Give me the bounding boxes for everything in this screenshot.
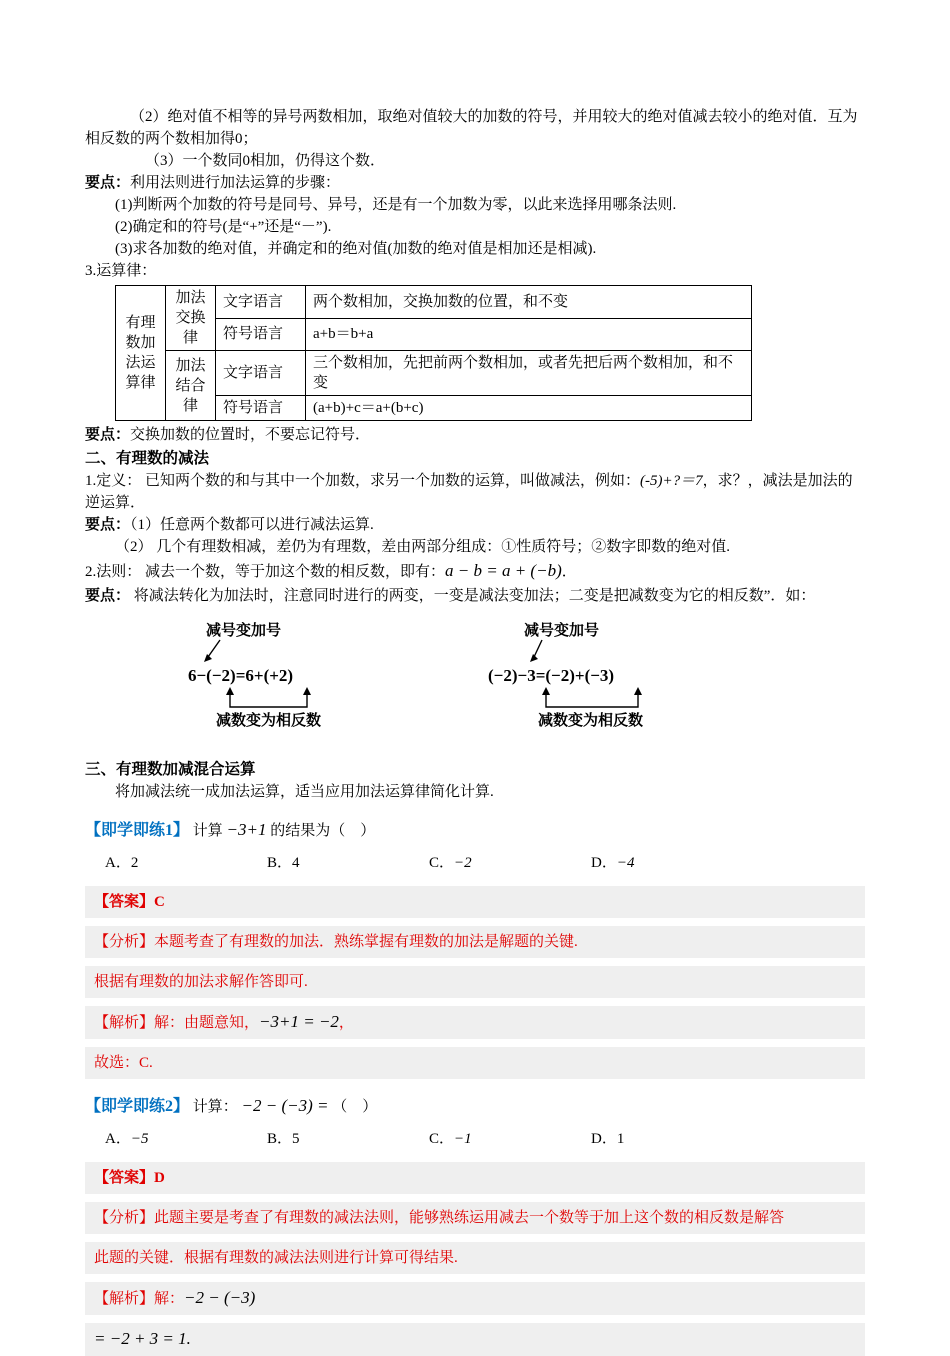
exercise-1-options [85,852,865,874]
keypoint-text: （1）任意两个数都可以进行减法运算. [130,517,374,533]
keypoint-subtraction-1 [85,514,865,536]
content-cell: a+b＝b+a [306,318,752,351]
step-1: (1)判断两个加数的符号是同号、异号，还是有一个加数为零，以此来选择用哪条法则. [115,197,677,213]
table-row [116,286,752,319]
option-label: D． [591,1131,617,1147]
option-d [591,1128,624,1150]
diagram-expression: 6−(−2)=6+(+2) [188,666,294,685]
option-label: A． [105,1131,131,1147]
rule-text: ． [561,564,577,580]
option-a [105,1128,267,1150]
answer-value: C [154,894,165,910]
solution-text: ， [338,1015,354,1031]
option-c [429,852,591,874]
exercise-1-tag: 【即学即练1】 [85,822,190,839]
exercise-1-question [85,819,865,842]
option-value: −2 [454,855,472,871]
option-label: C． [429,855,455,871]
exercise-1-solution-bar [85,1006,865,1039]
option-value: −1 [454,1131,472,1147]
keypoint-label: 要点： [85,588,131,604]
exercise-1-answer-bar [85,886,865,918]
subtraction-definition [85,470,865,514]
exercise-2-solution-line-2 [85,1323,865,1356]
lang-cell: 符号语言 [216,396,306,421]
laws-title: 3.运算律： [85,263,157,279]
question-text: （ ） [332,1099,378,1115]
content-cell: (a+b)+c＝a+(b+c) [306,396,752,421]
subtraction-diagram-1 [180,619,450,731]
option-value: 4 [292,855,300,871]
option-b [267,1128,429,1150]
subtraction-diagram-2 [480,619,810,731]
solution-text: 解： [154,1291,185,1307]
option-value: −5 [130,1131,149,1147]
option-c [429,1128,591,1150]
option-value: 2 [130,855,139,871]
table-row [116,351,752,396]
keypoint-label: 要点： [85,427,131,443]
section-2-heading: 二、有理数的减法 [85,450,210,467]
exercise-2-answer-bar [85,1162,865,1194]
law-associative-cell: 加法结合律 [166,351,216,421]
exercise-2-analysis-line-1 [85,1202,865,1234]
diagram-top-label: 减号变加号 [206,623,282,639]
diagram-bottom-label: 减数变为相反数 [538,713,644,729]
lang-cell: 符号语言 [216,318,306,351]
exercise-1-conclusion-bar: 故选：C. [85,1047,865,1079]
section-3-heading: 三、有理数加减混合运算 [85,761,256,778]
keypoint-conversion [85,585,865,607]
keypoint-sign [85,424,865,446]
keypoint-subtraction-2: （2） 几个有理数相减，差仍为有理数，差由两部分组成：①性质符号；②数字即数的绝对值. [115,539,731,555]
subtraction-rule [85,558,865,585]
subtraction-diagrams [180,619,865,731]
keypoint-text: 利用法则进行加法运算的步骤： [130,175,341,191]
analysis-label: 【分析】 [94,1210,155,1226]
option-b [267,852,429,874]
option-d [591,852,634,874]
exercise-2-tag: 【即学即练2】 [85,1098,190,1115]
option-label: D． [591,855,617,871]
option-label: A． [105,855,131,871]
step-3: (3)求各加数的绝对值，并确定和的绝对值(加数的绝对值是相加还是相减). [115,241,597,257]
operation-laws-table [115,285,752,421]
rule-formula: a − b = a + (−b) [445,561,562,580]
arrow-down-icon [204,654,212,662]
section-3-intro: 将加减法统一成加法运算，适当应用加法运算律简化计算. [115,784,494,800]
question-formula: −3+1 [226,820,267,839]
lang-cell: 文字语言 [216,286,306,319]
option-label: B． [267,1131,293,1147]
option-a [105,852,267,874]
addition-rule-2: （2）绝对值不相等的异号两数相加，取绝对值较大的加数的符号，并用较大的绝对值减去较小的绝对值．互为相反数的两个数相加得0； [85,109,858,147]
content-cell: 两个数相加，交换加数的位置，和不变 [306,286,752,319]
option-value: 5 [292,1131,300,1147]
arrow-up-icon [634,687,642,695]
solution-label: 【解析】 [94,1015,155,1031]
exercise-2-solution-bar [85,1282,865,1315]
answer-value: D [154,1170,165,1186]
exercise-1-analysis-line-2: 根据有理数的加法求解作答即可. [85,966,865,998]
definition-text: ，求？，减法是加法的逆运算． [85,473,853,511]
diagram-bottom-label: 减数变为相反数 [216,713,322,729]
solution-text: 解：由题意知， [154,1015,260,1031]
solution-label: 【解析】 [94,1291,155,1307]
diagram-top-label: 减号变加号 [524,623,600,639]
content-cell: 三个数相加，先把前两个数相加，或者先把后两个数相加，和不变 [306,351,752,396]
exercise-2-options [85,1128,865,1150]
keypoint-label: 要点： [85,517,131,533]
addition-rule-3: （3）一个数同0相加，仍得这个数． [145,153,386,169]
question-formula: −2 − (−3) = [241,1096,329,1115]
laws-group-cell: 有理数加法运算律 [116,286,166,421]
definition-text: 1.定义： 已知两个数的和与其中一个加数，求另一个加数的运算，叫做减法，例如： [85,473,641,489]
keypoint-text: 将减法转化为加法时，注意同时进行的两变，一变是减法变加法；二变是把减数变为它的相反数”．如： [130,588,816,604]
definition-formula: (-5)+?＝7 [640,473,703,489]
solution-formula: = −2 + 3 = 1. [94,1329,191,1348]
analysis-text: 此题主要是考查了有理数的减法法则，能够熟练运用减去一个数等于加上这个数的相反数是解答 [154,1210,785,1226]
option-label: C． [429,1131,455,1147]
analysis-label: 【分析】 [94,934,155,950]
keypoint-label: 要点： [85,175,131,191]
question-text: 的结果为（ ） [270,823,376,839]
lang-cell: 文字语言 [216,351,306,396]
step-2: (2)确定和的符号(是“+”还是“－”). [115,219,332,235]
solution-formula: −2 − (−3) [184,1288,256,1307]
exercise-1-analysis-line-1 [85,926,865,958]
arrow-down-icon [530,654,538,662]
keypoint-addition-steps [85,172,865,194]
rule-text: 2.法则： 减去一个数，等于加这个数的相反数，即有： [85,564,446,580]
answer-label: 【答案】 [94,894,155,910]
question-text: 计算 [192,823,223,839]
question-text: 计算： [192,1099,238,1115]
analysis-text: 本题考查了有理数的加法．熟练掌握有理数的加法是解题的关键. [154,934,578,950]
solution-formula: −3+1 = −2 [259,1012,339,1031]
law-commutative-cell: 加法交换律 [166,286,216,351]
option-value: 1 [616,1131,625,1147]
exercise-2-analysis-line-2: 此题的关键．根据有理数的减法法则进行计算可得结果. [85,1242,865,1274]
exercise-2-question [85,1095,865,1118]
diagram-expression: (−2)−3=(−2)+(−3) [488,666,615,685]
answer-label: 【答案】 [94,1170,155,1186]
option-label: B． [267,855,293,871]
arrow-up-icon [303,687,311,695]
keypoint-text: 交换加数的位置时，不要忘记符号． [130,427,371,443]
option-value: −4 [616,855,635,871]
